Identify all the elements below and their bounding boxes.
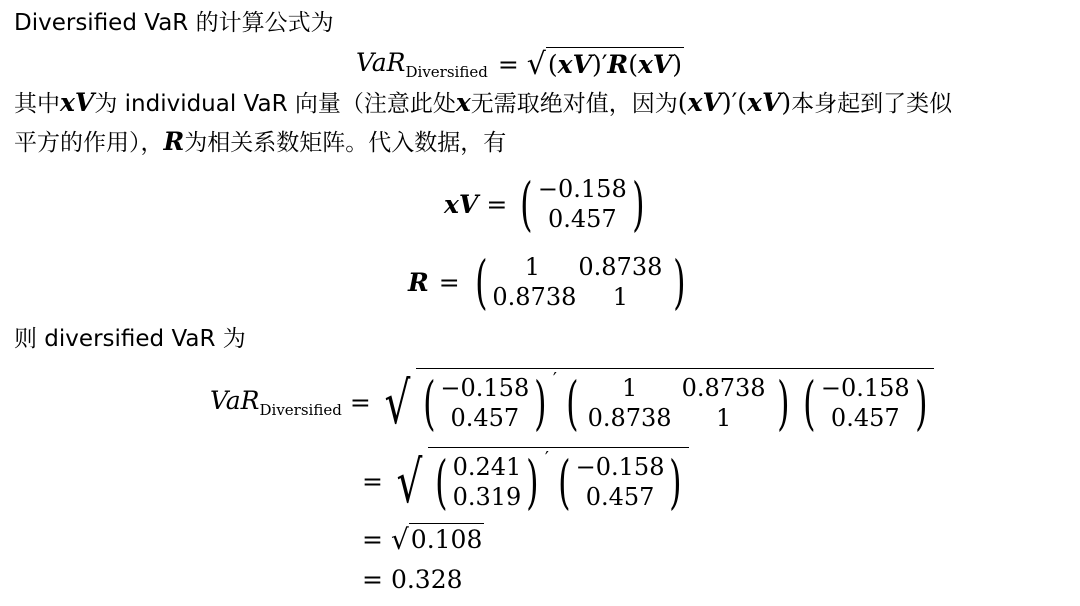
correlation-matrix-equation: R = ( 1 0.8738 0.8738 1 ) [408, 250, 691, 314]
explanation-line-2: 平方的作用），R为相关系数矩阵。代入数据，有 [14, 127, 507, 156]
intro-text: Diversified VaR 的计算公式为 [14, 10, 334, 36]
calc-step-1: VaR$_{Diversified}$ = √ ( −0.158 0.457 ) ′ ( 1 0.8738 0.8738 1 ) ( −0.158 0.457 ) [210, 366, 934, 438]
var-formula: VaR$_{Diversified}$ = √ ( xV )′ R ( xV ) [356, 46, 683, 82]
calc-step-4: = 0.328 [362, 564, 463, 594]
sqrt-expression: √ ( xV )′ R ( xV ) [526, 46, 683, 82]
explanation-line-1: 其中xV为 individual VaR 向量（注意此处x无需取绝对值，因为(xV)′(xV)本身起到了类似 [14, 88, 953, 117]
final-result: 0.328 [390, 564, 463, 594]
calc-step-2: = √ ( 0.241 0.319 ) ′ ( −0.158 0.457 ) [362, 446, 689, 516]
var-symbol: VaR$_{Diversified}$ [356, 47, 488, 81]
conclusion-text: 则 diversified VaR 为 [14, 326, 246, 352]
correlation-matrix: ( 1 0.8738 0.8738 1 ) [474, 248, 686, 316]
xv-vector-equation: xV = ( −0.158 0.457 ) [444, 172, 649, 236]
xv-vector: ( −0.158 0.457 ) [520, 170, 645, 238]
calc-step-3: = √ 0.108 [362, 522, 483, 556]
